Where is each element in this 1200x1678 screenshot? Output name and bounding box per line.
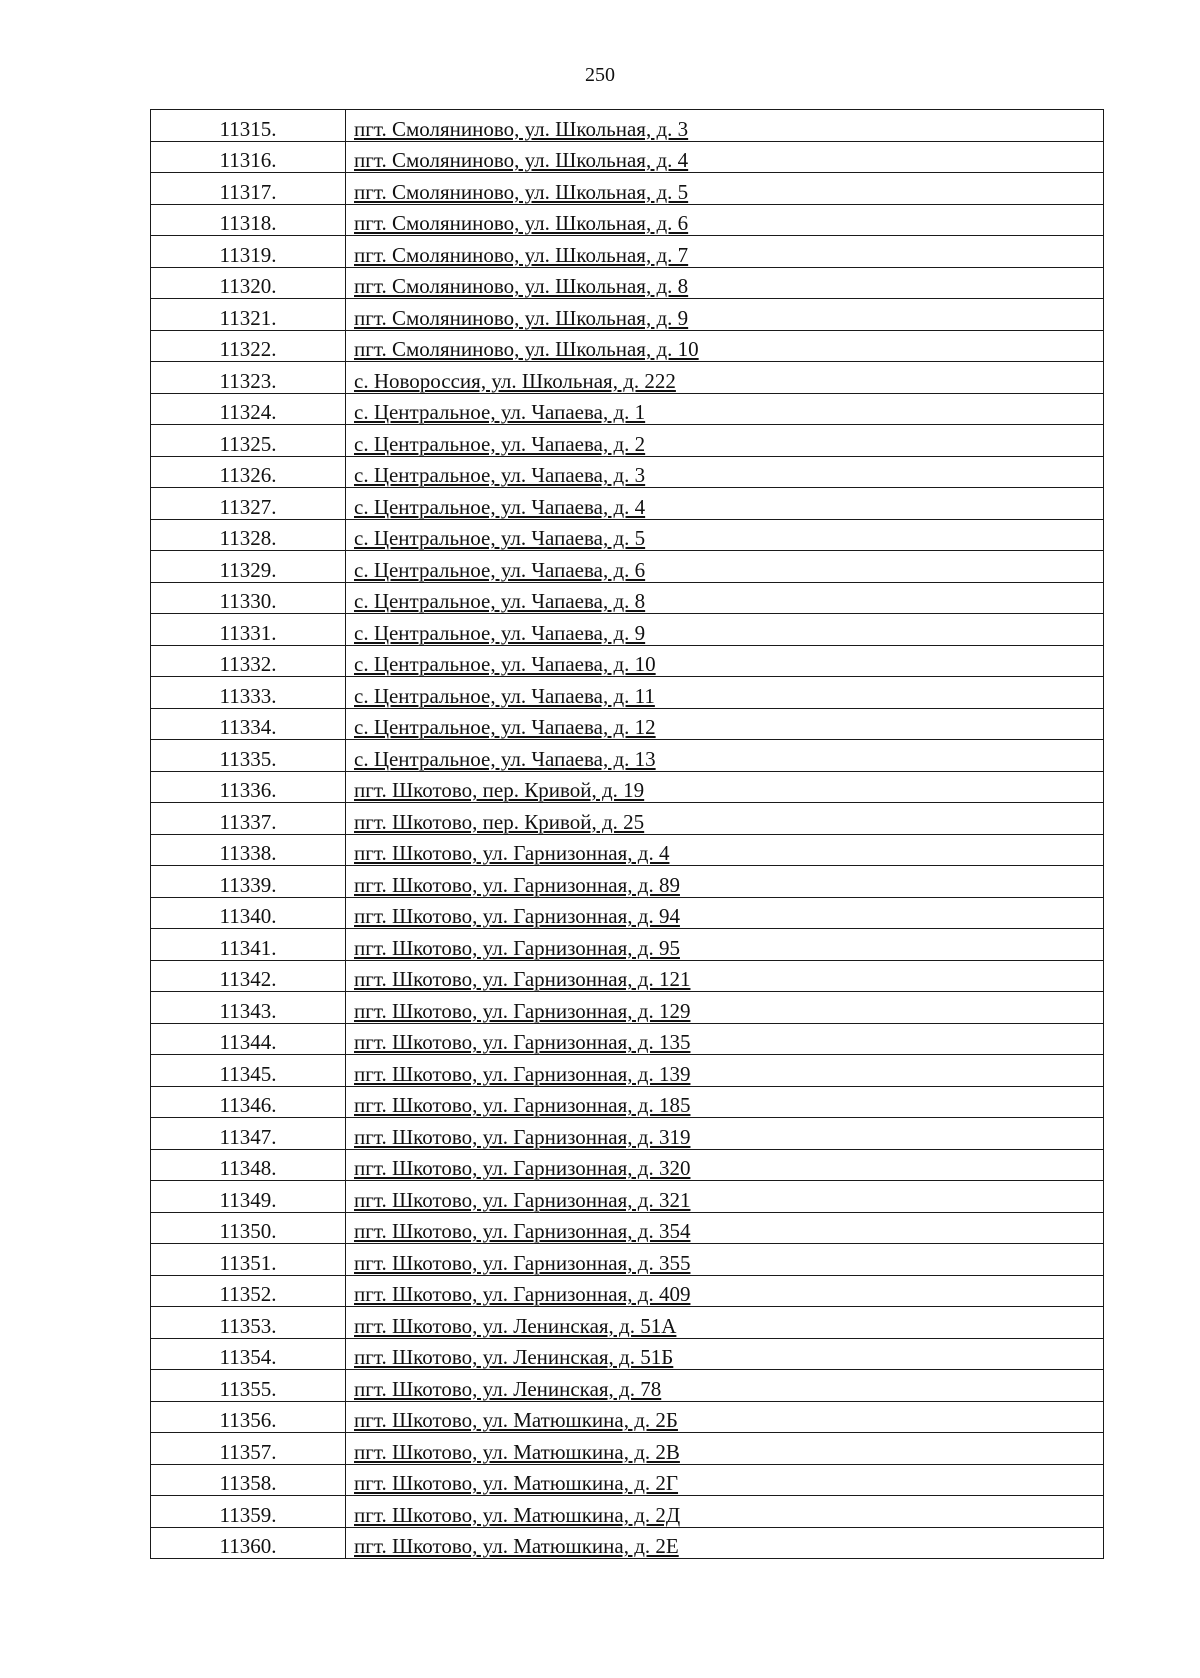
address-text: с. Центральное, ул. Чапаева, д. 11 — [354, 683, 655, 708]
table-row — [151, 204, 1104, 236]
table-row — [151, 1275, 1104, 1307]
row-number-cell: 11318. — [151, 204, 346, 236]
address-cell — [346, 1275, 1104, 1307]
table-row — [151, 582, 1104, 614]
address-cell — [346, 1338, 1104, 1370]
table-row — [151, 299, 1104, 331]
row-number-cell: 11341. — [151, 929, 346, 961]
row-number-cell: 11349. — [151, 1181, 346, 1213]
address-cell — [346, 1181, 1104, 1213]
row-number-cell: 11356. — [151, 1401, 346, 1433]
address-text: пгт. Смоляниново, ул. Школьная, д. 10 — [354, 337, 699, 361]
address-text: пгт. Шкотово, ул. Ленинская, д. 51А — [354, 1313, 677, 1338]
row-number-cell: 11345. — [151, 1055, 346, 1087]
table-row — [151, 897, 1104, 929]
table-row — [151, 1464, 1104, 1496]
row-number-cell: 11348. — [151, 1149, 346, 1181]
row-number-cell: 11316. — [151, 141, 346, 173]
row-number-cell: 11340. — [151, 897, 346, 929]
address-cell — [346, 771, 1104, 803]
table-row — [151, 645, 1104, 677]
row-number-cell: 11332. — [151, 645, 346, 677]
address-text: пгт. Смоляниново, ул. Школьная, д. 9 — [354, 305, 689, 330]
table-row — [151, 960, 1104, 992]
address-text: пгт. Шкотово, ул. Гарнизонная, д. 95 — [354, 935, 680, 960]
row-number-cell: 11324. — [151, 393, 346, 425]
address-cell — [346, 992, 1104, 1024]
address-text: пгт. Шкотово, ул. Гарнизонная, д. 135 — [354, 1030, 691, 1054]
address-cell — [346, 267, 1104, 299]
table-row — [151, 677, 1104, 709]
address-cell — [346, 236, 1104, 268]
address-cell — [346, 582, 1104, 614]
address-text: с. Центральное, ул. Чапаева, д. 3 — [354, 463, 646, 487]
table-row — [151, 1023, 1104, 1055]
row-number-cell: 11338. — [151, 834, 346, 866]
table-row — [151, 740, 1104, 772]
table-row — [151, 425, 1104, 457]
table-row — [151, 929, 1104, 961]
address-text: пгт. Шкотово, пер. Кривой, д. 19 — [354, 778, 645, 802]
row-number-cell: 11343. — [151, 992, 346, 1024]
address-cell — [346, 866, 1104, 898]
table-row — [151, 362, 1104, 394]
address-cell — [346, 1086, 1104, 1118]
address-text: пгт. Шкотово, ул. Ленинская, д. 78 — [354, 1376, 662, 1401]
table-row — [151, 456, 1104, 488]
table-row — [151, 992, 1104, 1024]
address-text: пгт. Смоляниново, ул. Школьная, д. 4 — [354, 148, 689, 172]
address-cell — [346, 1023, 1104, 1055]
table-row — [151, 1055, 1104, 1087]
address-cell — [346, 425, 1104, 457]
row-number-cell: 11336. — [151, 771, 346, 803]
address-text: пгт. Шкотово, ул. Гарнизонная, д. 319 — [354, 1124, 691, 1149]
address-text: пгт. Шкотово, ул. Гарнизонная, д. 320 — [354, 1156, 691, 1180]
address-text: пгт. Шкотово, ул. Матюшкина, д. 2Д — [354, 1502, 681, 1527]
address-table — [150, 109, 1104, 1559]
table-row — [151, 1527, 1104, 1559]
address-cell — [346, 897, 1104, 929]
row-number-cell: 11327. — [151, 488, 346, 520]
row-number-cell: 11333. — [151, 677, 346, 709]
address-table-body — [151, 110, 1104, 1559]
address-text: пгт. Шкотово, ул. Гарнизонная, д. 121 — [354, 967, 691, 991]
address-text: с. Центральное, ул. Чапаева, д. 6 — [354, 557, 646, 582]
row-number-cell: 11351. — [151, 1244, 346, 1276]
address-text: пгт. Смоляниново, ул. Школьная, д. 6 — [354, 211, 689, 235]
address-text: с. Новороссия, ул. Школьная, д. 222 — [354, 368, 676, 393]
address-cell — [346, 614, 1104, 646]
address-cell — [346, 740, 1104, 772]
table-row — [151, 771, 1104, 803]
table-row — [151, 1212, 1104, 1244]
address-cell — [346, 1307, 1104, 1339]
address-cell — [346, 1055, 1104, 1087]
address-cell — [346, 1401, 1104, 1433]
address-text: пгт. Шкотово, ул. Ленинская, д. 51Б — [354, 1345, 674, 1369]
table-row — [151, 173, 1104, 205]
address-text: с. Центральное, ул. Чапаева, д. 12 — [354, 715, 656, 739]
address-cell — [346, 708, 1104, 740]
address-text: пгт. Смоляниново, ул. Школьная, д. 7 — [354, 242, 689, 267]
table-row — [151, 236, 1104, 268]
table-row — [151, 614, 1104, 646]
row-number-cell: 11330. — [151, 582, 346, 614]
row-number-cell: 11331. — [151, 614, 346, 646]
address-text: с. Центральное, ул. Чапаева, д. 13 — [354, 746, 656, 771]
table-row — [151, 1370, 1104, 1402]
address-cell — [346, 330, 1104, 362]
row-number-cell: 11317. — [151, 173, 346, 205]
table-row — [151, 551, 1104, 583]
table-row — [151, 1118, 1104, 1150]
address-cell — [346, 488, 1104, 520]
address-text: пгт. Шкотово, ул. Гарнизонная, д. 129 — [354, 998, 691, 1023]
address-text: пгт. Шкотово, ул. Гарнизонная, д. 409 — [354, 1282, 691, 1306]
row-number-cell: 11346. — [151, 1086, 346, 1118]
address-cell — [346, 519, 1104, 551]
address-cell — [346, 1149, 1104, 1181]
table-row — [151, 866, 1104, 898]
row-number-cell: 11358. — [151, 1464, 346, 1496]
row-number-cell: 11347. — [151, 1118, 346, 1150]
table-row — [151, 1149, 1104, 1181]
address-cell — [346, 1496, 1104, 1528]
address-cell — [346, 1464, 1104, 1496]
address-text: пгт. Смоляниново, ул. Школьная, д. 5 — [354, 179, 689, 204]
table-row — [151, 488, 1104, 520]
page-number: 250 — [585, 64, 615, 86]
address-cell — [346, 299, 1104, 331]
row-number-cell: 11326. — [151, 456, 346, 488]
address-text: пгт. Шкотово, ул. Гарнизонная, д. 4 — [354, 841, 670, 865]
table-row — [151, 1307, 1104, 1339]
row-number-cell: 11359. — [151, 1496, 346, 1528]
address-text: пгт. Шкотово, ул. Матюшкина, д. 2Г — [354, 1471, 679, 1495]
address-cell — [346, 1244, 1104, 1276]
row-number-cell: 11360. — [151, 1527, 346, 1559]
table-row — [151, 1401, 1104, 1433]
row-number-cell: 11315. — [151, 110, 346, 142]
address-text: пгт. Смоляниново, ул. Школьная, д. 3 — [354, 116, 689, 141]
address-cell — [346, 393, 1104, 425]
row-number-cell: 11320. — [151, 267, 346, 299]
address-cell — [346, 110, 1104, 142]
address-text: пгт. Шкотово, ул. Матюшкина, д. 2В — [354, 1439, 680, 1464]
row-number-cell: 11323. — [151, 362, 346, 394]
table-row — [151, 834, 1104, 866]
address-cell — [346, 1433, 1104, 1465]
address-text: с. Центральное, ул. Чапаева, д. 1 — [354, 400, 646, 424]
table-row — [151, 1496, 1104, 1528]
address-cell — [346, 677, 1104, 709]
address-cell — [346, 929, 1104, 961]
row-number-cell: 11344. — [151, 1023, 346, 1055]
address-cell — [346, 1370, 1104, 1402]
row-number-cell: 11357. — [151, 1433, 346, 1465]
address-cell — [346, 834, 1104, 866]
address-text: пгт. Шкотово, ул. Гарнизонная, д. 354 — [354, 1219, 691, 1243]
table-row — [151, 267, 1104, 299]
address-text: пгт. Шкотово, пер. Кривой, д. 25 — [354, 809, 645, 834]
row-number-cell: 11352. — [151, 1275, 346, 1307]
row-number-cell: 11322. — [151, 330, 346, 362]
address-text: пгт. Шкотово, ул. Гарнизонная, д. 185 — [354, 1093, 691, 1117]
address-text: пгт. Шкотово, ул. Гарнизонная, д. 355 — [354, 1250, 691, 1275]
table-row — [151, 519, 1104, 551]
row-number-cell: 11353. — [151, 1307, 346, 1339]
address-cell — [346, 1212, 1104, 1244]
address-text: пгт. Шкотово, ул. Гарнизонная, д. 89 — [354, 872, 680, 897]
address-text: пгт. Смоляниново, ул. Школьная, д. 8 — [354, 274, 689, 298]
address-cell — [346, 456, 1104, 488]
address-text: пгт. Шкотово, ул. Гарнизонная, д. 139 — [354, 1061, 691, 1086]
table-row — [151, 1338, 1104, 1370]
row-number-cell: 11339. — [151, 866, 346, 898]
row-number-cell: 11334. — [151, 708, 346, 740]
address-cell — [346, 960, 1104, 992]
address-cell — [346, 1118, 1104, 1150]
row-number-cell: 11335. — [151, 740, 346, 772]
table-row — [151, 110, 1104, 142]
table-row — [151, 1086, 1104, 1118]
row-number-cell: 11342. — [151, 960, 346, 992]
table-row — [151, 393, 1104, 425]
address-text: пгт. Шкотово, ул. Гарнизонная, д. 321 — [354, 1187, 691, 1212]
address-text: с. Центральное, ул. Чапаева, д. 4 — [354, 494, 646, 519]
address-text: с. Центральное, ул. Чапаева, д. 8 — [354, 589, 646, 613]
address-text: пгт. Шкотово, ул. Гарнизонная, д. 94 — [354, 904, 680, 928]
address-cell — [346, 645, 1104, 677]
row-number-cell: 11337. — [151, 803, 346, 835]
address-text: с. Центральное, ул. Чапаева, д. 5 — [354, 526, 646, 550]
address-cell — [346, 141, 1104, 173]
row-number-cell: 11328. — [151, 519, 346, 551]
address-cell — [346, 1527, 1104, 1559]
address-cell — [346, 362, 1104, 394]
address-text: пгт. Шкотово, ул. Матюшкина, д. 2Б — [354, 1408, 678, 1432]
address-text: пгт. Шкотово, ул. Матюшкина, д. 2Е — [354, 1534, 679, 1558]
address-text: с. Центральное, ул. Чапаева, д. 10 — [354, 652, 656, 676]
table-row — [151, 1433, 1104, 1465]
table-row — [151, 1181, 1104, 1213]
row-number-cell: 11350. — [151, 1212, 346, 1244]
row-number-cell: 11329. — [151, 551, 346, 583]
address-cell — [346, 173, 1104, 205]
address-cell — [346, 204, 1104, 236]
table-row — [151, 708, 1104, 740]
address-text: с. Центральное, ул. Чапаева, д. 2 — [354, 431, 646, 456]
table-row — [151, 1244, 1104, 1276]
table-row — [151, 330, 1104, 362]
row-number-cell: 11355. — [151, 1370, 346, 1402]
address-cell — [346, 803, 1104, 835]
row-number-cell: 11321. — [151, 299, 346, 331]
table-row — [151, 141, 1104, 173]
address-text: с. Центральное, ул. Чапаева, д. 9 — [354, 620, 646, 645]
row-number-cell: 11325. — [151, 425, 346, 457]
table-row — [151, 803, 1104, 835]
address-cell — [346, 551, 1104, 583]
row-number-cell: 11319. — [151, 236, 346, 268]
row-number-cell: 11354. — [151, 1338, 346, 1370]
